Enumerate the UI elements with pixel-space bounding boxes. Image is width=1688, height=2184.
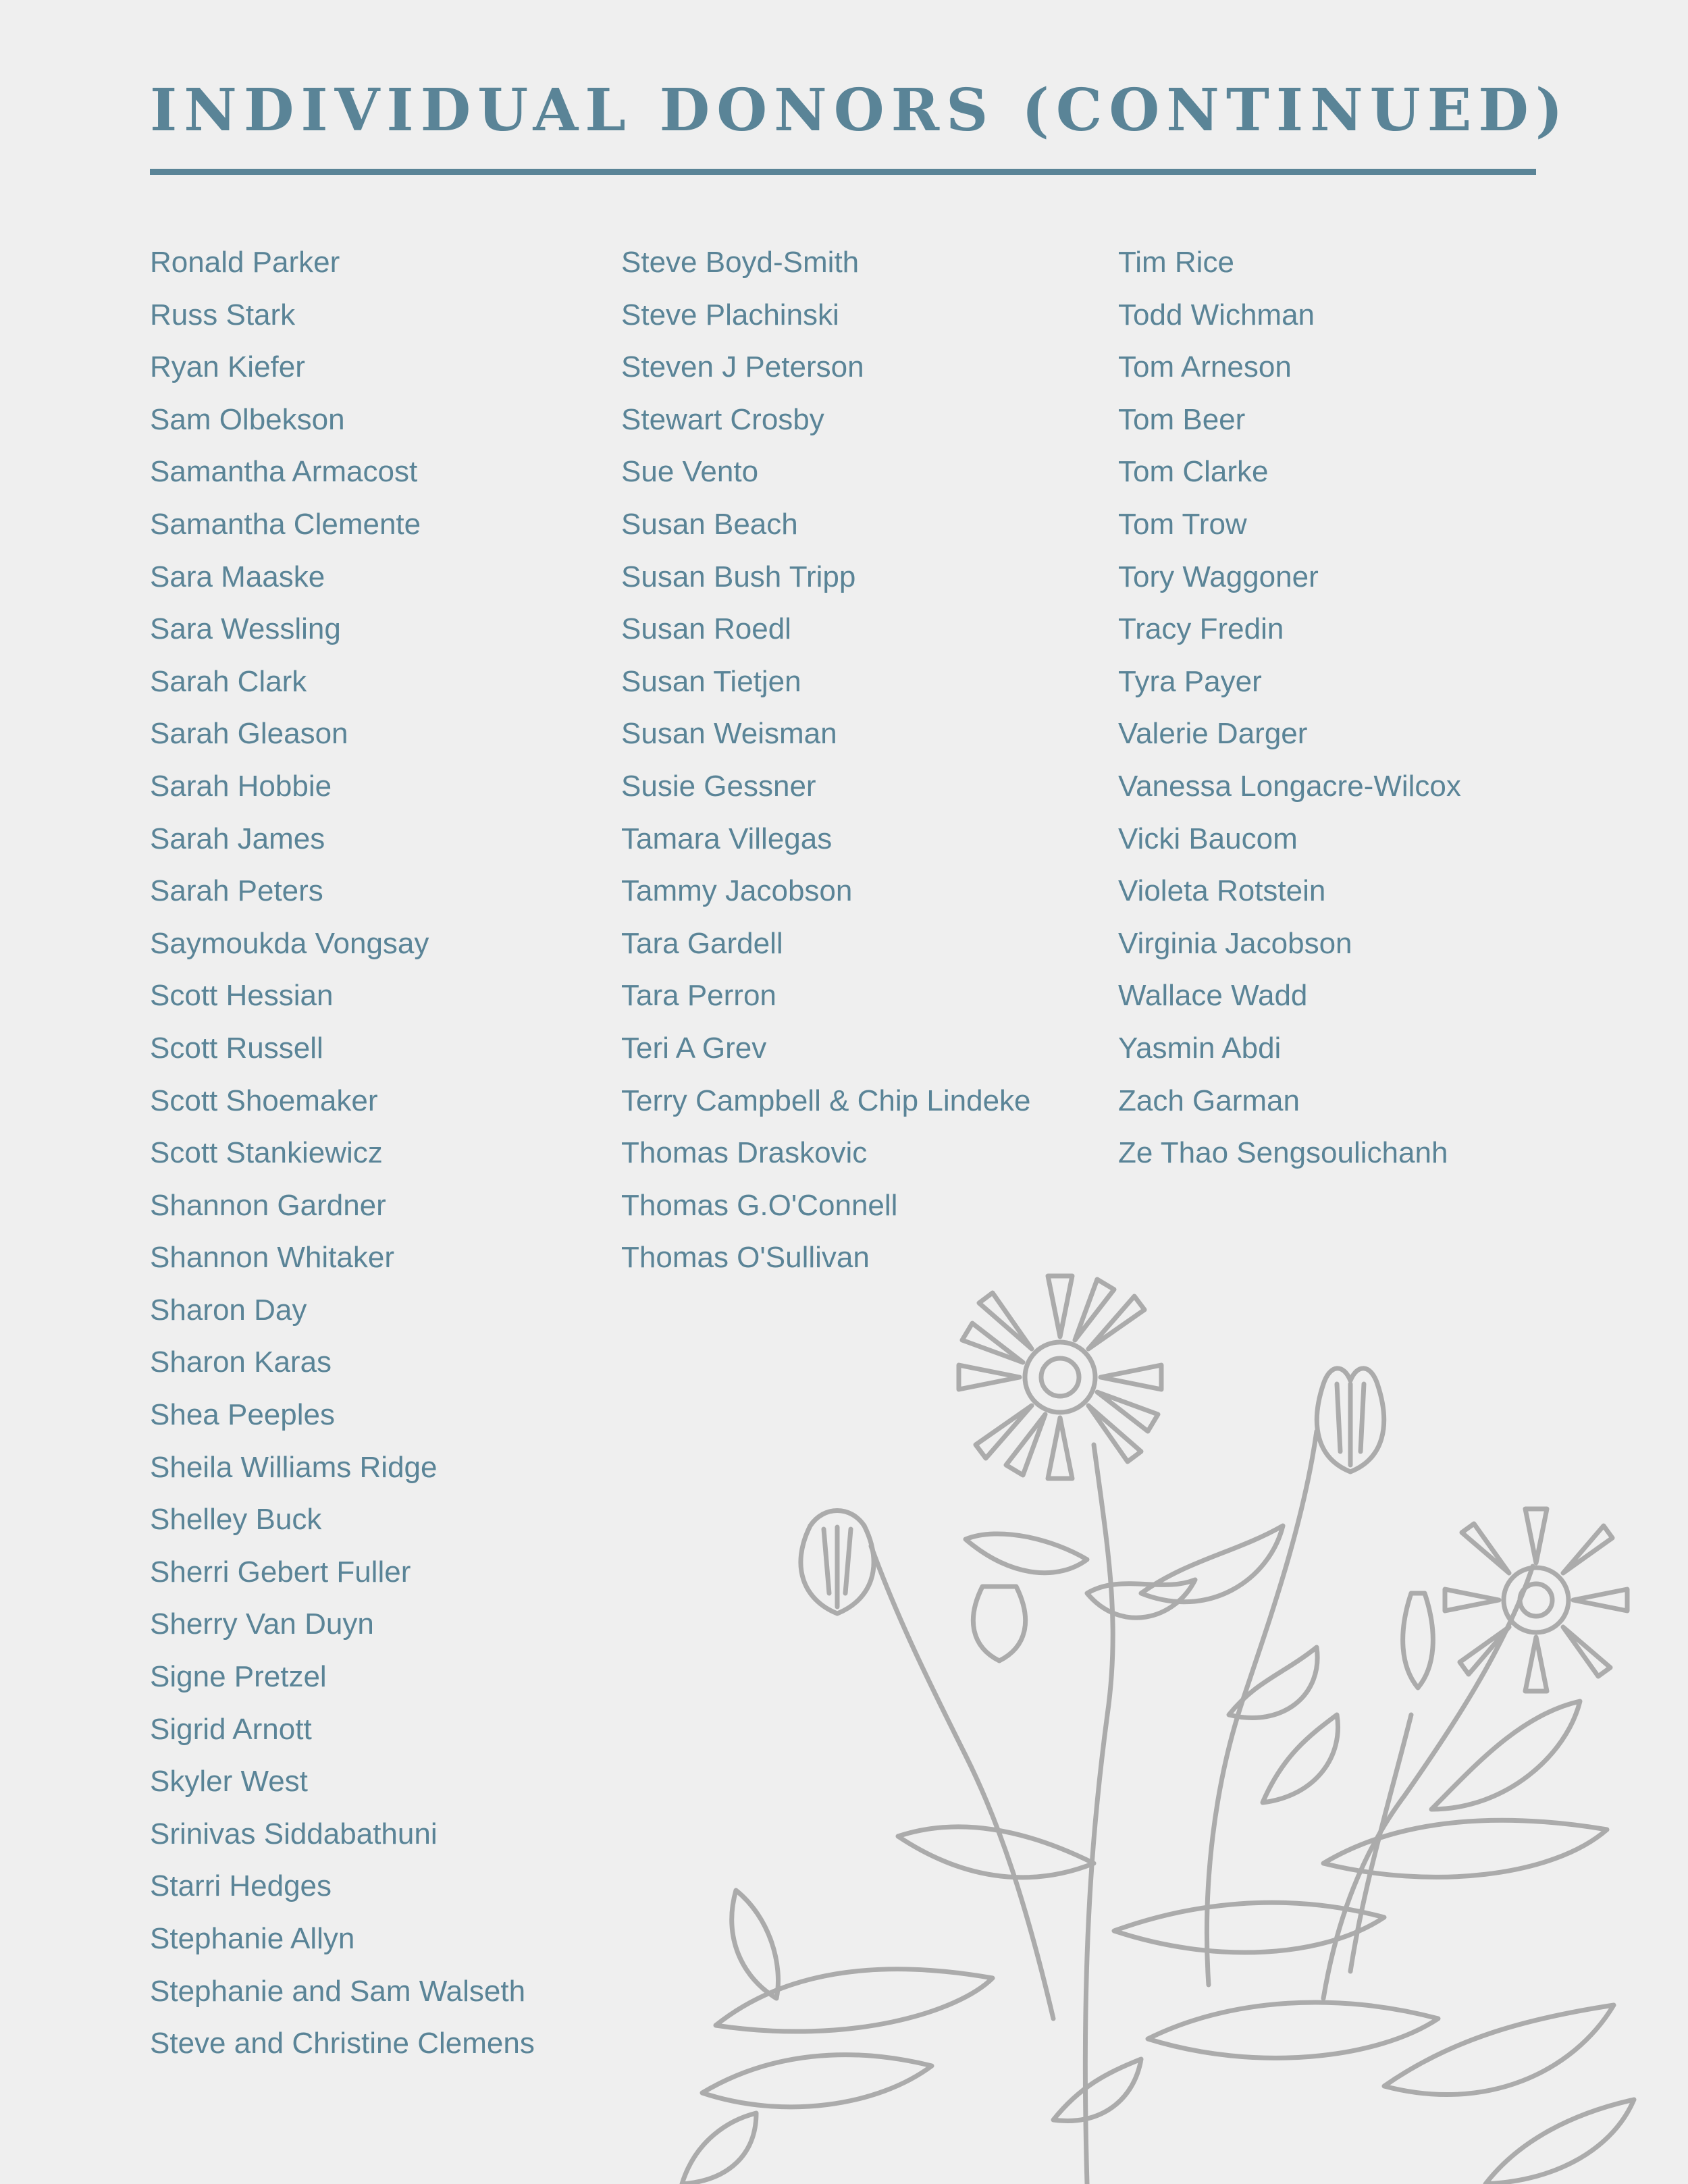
donor-name: Stephanie Allyn xyxy=(150,1922,355,1955)
donor-name: Todd Wichman xyxy=(1118,298,1315,331)
donor-name: Sarah Hobbie xyxy=(150,769,332,803)
donor-name: Samantha Clemente xyxy=(150,507,421,541)
leaf xyxy=(702,2055,932,2107)
donor-name: Thomas G.O'Connell xyxy=(621,1188,898,1222)
leaf xyxy=(1114,1902,1384,1952)
donor-name: Susan Tietjen xyxy=(621,664,801,698)
daisy-flower-right xyxy=(1445,1509,1627,1691)
donor-name: Shea Peeples xyxy=(150,1398,335,1432)
donor-name: Saymoukda Vongsay xyxy=(150,926,429,960)
donor-column-3 xyxy=(1118,240,1461,1183)
donor-name: Steve Plachinski xyxy=(621,298,839,331)
leaf xyxy=(898,1827,1094,1877)
donor-name: Tom Trow xyxy=(1118,507,1247,541)
donor-name: Tim Rice xyxy=(1118,246,1234,279)
donor-name: Srinivas Siddabathuni xyxy=(150,1817,438,1850)
donor-name: Sharon Karas xyxy=(150,1346,332,1379)
donor-name: Susie Gessner xyxy=(621,769,816,803)
leaf xyxy=(716,1969,993,2031)
donor-name: Ryan Kiefer xyxy=(150,350,305,384)
donor-name: Scott Stankiewicz xyxy=(150,1136,383,1170)
donor-name: Zach Garman xyxy=(1118,1084,1300,1117)
flower-bud xyxy=(973,1587,1025,1661)
donor-column-1 xyxy=(150,240,535,2073)
donor-name: Sam Olbekson xyxy=(150,402,345,436)
donor-name: Sherri Gebert Fuller xyxy=(150,1555,411,1589)
donor-name: Teri A Grev xyxy=(621,1031,767,1065)
donor-name: Tammy Jacobson xyxy=(621,874,853,908)
donor-name: Wallace Wadd xyxy=(1118,979,1308,1013)
floral-illustration xyxy=(675,1242,1688,2184)
donor-name: Sharon Day xyxy=(150,1293,307,1327)
leaf xyxy=(1148,2002,1438,2058)
donor-name: Stephanie and Sam Walseth xyxy=(150,1974,526,2008)
donor-name: Tara Gardell xyxy=(621,926,783,960)
donor-name: Sarah James xyxy=(150,822,325,855)
donor-name: Shannon Gardner xyxy=(150,1188,386,1222)
donor-name: Scott Shoemaker xyxy=(150,1084,378,1117)
donor-name: Ronald Parker xyxy=(150,246,340,279)
donor-name: Signe Pretzel xyxy=(150,1660,327,1694)
donor-name: Tom Beer xyxy=(1118,402,1246,436)
flower-bud xyxy=(1317,1368,1383,1472)
leaf xyxy=(1053,2059,1141,2121)
donor-name: Susan Weisman xyxy=(621,717,837,751)
donor-name: Thomas Draskovic xyxy=(621,1136,868,1170)
donor-name: Tamara Villegas xyxy=(621,822,833,855)
donor-name: Sigrid Arnott xyxy=(150,1712,312,1746)
donor-name: Scott Russell xyxy=(150,1031,323,1065)
donor-name: Yasmin Abdi xyxy=(1118,1031,1282,1065)
donor-name: Tara Perron xyxy=(621,979,776,1013)
donor-name: Samantha Armacost xyxy=(150,455,418,489)
leaf xyxy=(1087,1580,1195,1618)
donor-name: Starri Hedges xyxy=(150,1869,332,1903)
title-divider xyxy=(150,169,1536,175)
donor-name: Sara Wessling xyxy=(150,612,341,646)
leaf xyxy=(732,1890,779,1998)
flower-bud xyxy=(801,1511,874,1614)
donor-name: Steve Boyd-Smith xyxy=(621,246,860,279)
daisy-flower-top xyxy=(959,1276,1161,1479)
donor-name: Scott Hessian xyxy=(150,979,334,1013)
leaf xyxy=(1384,2005,1614,2095)
donor-name: Susan Bush Tripp xyxy=(621,560,856,593)
leaf xyxy=(1141,1526,1283,1602)
donor-name: Ze Thao Sengsoulichanh xyxy=(1118,1136,1448,1170)
donor-name: Violeta Rotstein xyxy=(1118,874,1326,908)
donor-name: Susan Roedl xyxy=(621,612,791,646)
leaf xyxy=(1431,1701,1580,1809)
donor-name: Sherry Van Duyn xyxy=(150,1607,374,1641)
donor-name: Skyler West xyxy=(150,1765,308,1799)
leaf xyxy=(682,2113,756,2184)
leaf xyxy=(1323,1820,1607,1877)
leaf xyxy=(1485,2100,1634,2184)
donor-name: Sara Maaske xyxy=(150,560,325,593)
donor-name: Sarah Gleason xyxy=(150,717,348,751)
leaf xyxy=(966,1534,1087,1573)
donor-column-2 xyxy=(621,240,1031,1287)
donor-name: Vicki Baucom xyxy=(1118,822,1298,855)
donor-name: Tory Waggoner xyxy=(1118,560,1319,593)
donor-name: Steve and Christine Clemens xyxy=(150,2027,535,2060)
donor-name: Sarah Clark xyxy=(150,664,307,698)
donor-name: Valerie Darger xyxy=(1118,717,1308,751)
donor-name: Thomas O'Sullivan xyxy=(621,1241,870,1275)
donor-name: Stewart Crosby xyxy=(621,402,824,436)
donor-name: Sheila Williams Ridge xyxy=(150,1450,438,1484)
donor-name: Sue Vento xyxy=(621,455,759,489)
leaf xyxy=(1263,1715,1338,1803)
page-title: INDIVIDUAL DONORS (CONTINUED) xyxy=(150,76,1570,144)
donor-name: Tom Clarke xyxy=(1118,455,1269,489)
donor-name: Virginia Jacobson xyxy=(1118,926,1352,960)
donor-name: Shelley Buck xyxy=(150,1503,322,1537)
donor-name: Tom Arneson xyxy=(1118,350,1292,384)
donor-name: Terry Campbell & Chip Lindeke xyxy=(621,1084,1031,1117)
donor-name: Shannon Whitaker xyxy=(150,1241,394,1275)
donor-name: Tyra Payer xyxy=(1118,664,1262,698)
donor-name: Steven J Peterson xyxy=(621,350,864,384)
flower-bud xyxy=(1403,1593,1433,1688)
donor-name: Tracy Fredin xyxy=(1118,612,1284,646)
donor-name: Susan Beach xyxy=(621,507,798,541)
donor-name: Russ Stark xyxy=(150,298,296,331)
donor-name: Vanessa Longacre-Wilcox xyxy=(1118,769,1461,803)
donor-name: Sarah Peters xyxy=(150,874,323,908)
